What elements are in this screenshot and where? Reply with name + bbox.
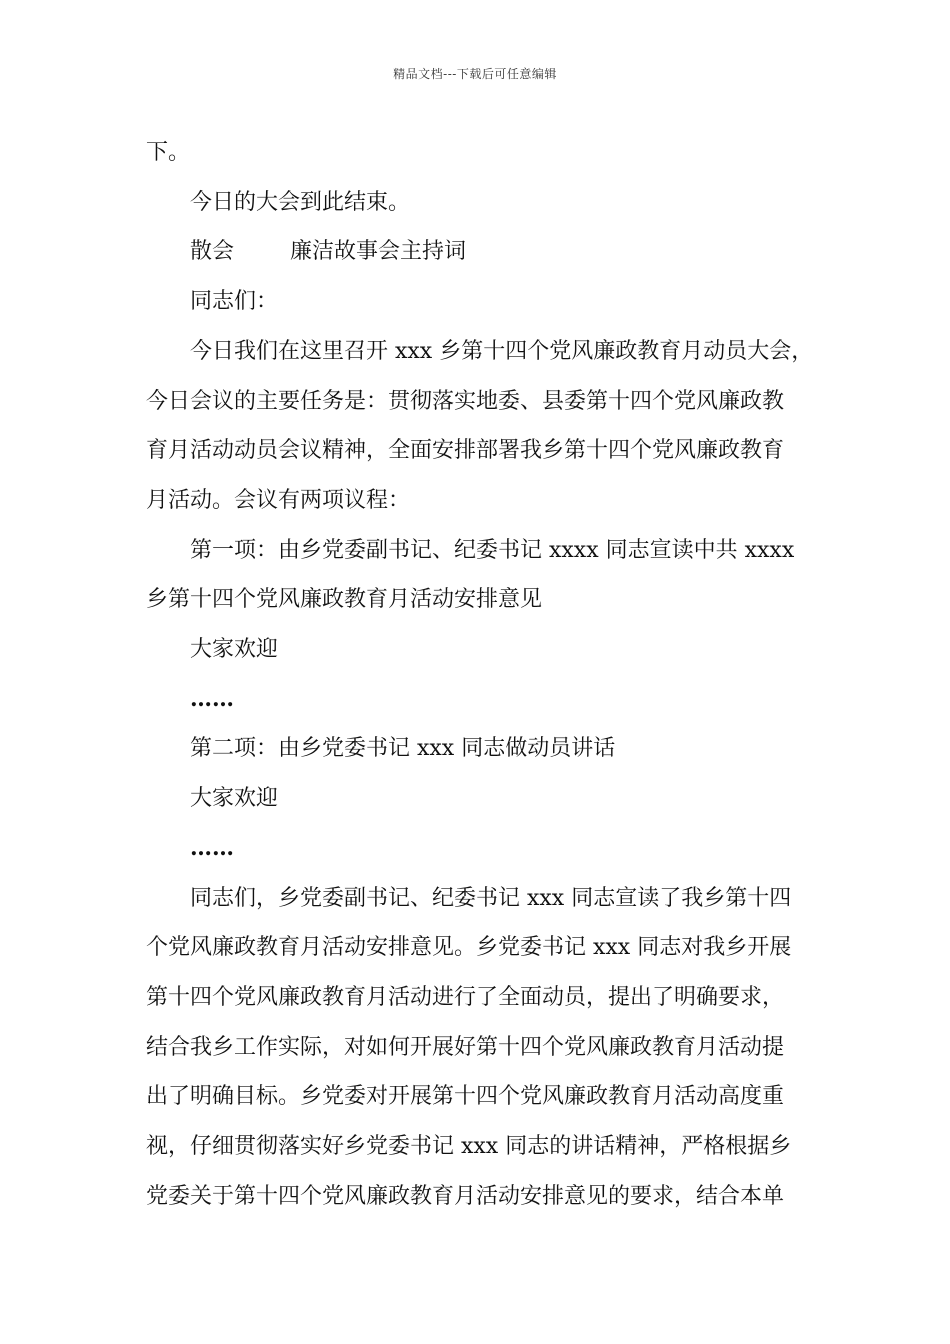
text-line: 出了明确目标。乡党委对开展第十四个党风廉政教育月活动高度重 xyxy=(146,1084,785,1110)
text-line: 第二项：由乡党委书记 xxx 同志做动员讲话 xyxy=(190,736,616,762)
text-line: 大家欢迎 xyxy=(190,637,279,663)
text-line: 视，仔细贯彻落实好乡党委书记 xxx 同志的讲话精神，严格根据乡 xyxy=(146,1134,792,1160)
text-line: 月活动。会议有两项议程： xyxy=(146,487,411,513)
ellipsis-line: …… xyxy=(190,685,234,712)
text-line: 下。 xyxy=(146,140,191,165)
ellipsis-line: …… xyxy=(190,834,234,861)
page-header: 精品文档---下载后可任意编辑 xyxy=(393,67,557,81)
text-line: 同志们，乡党委副书记、纪委书记 xxx 同志宣读了我乡第十四 xyxy=(190,885,792,911)
text-line: 大家欢迎 xyxy=(190,786,279,812)
text-line: 今日的大会到此结束。 xyxy=(190,189,411,215)
text-line: 散会 廉洁故事会主持词 xyxy=(190,239,466,265)
text-line: 个党风廉政教育月活动安排意见。乡党委书记 xxx 同志对我乡开展 xyxy=(146,935,792,961)
text-line: 今日会议的主要任务是：贯彻落实地委、县委第十四个党风廉政教 xyxy=(146,388,785,414)
text-line: 党委关于第十四个党风廉政教育月活动安排意见的要求，结合本单 xyxy=(146,1183,785,1209)
text-line: 第一项：由乡党委副书记、纪委书记 xxxx 同志宣读中共 xxxx xyxy=(190,537,795,563)
text-line: 结合我乡工作实际，对如何开展好第十四个党风廉政教育月活动提 xyxy=(146,1034,785,1060)
text-line: 第十四个党风廉政教育月活动进行了全面动员，提出了明确要求， xyxy=(146,984,785,1010)
text-line: 同志们： xyxy=(190,289,279,315)
text-line: 育月活动动员会议精神，全面安排部署我乡第十四个党风廉政教育 xyxy=(146,438,785,464)
document-body xyxy=(146,128,812,1221)
text-line: 今日我们在这里召开 xxx 乡第十四个党风廉政教育月动员大会， xyxy=(190,338,814,364)
text-line: 乡第十四个党风廉政教育月活动安排意见 xyxy=(146,587,543,613)
